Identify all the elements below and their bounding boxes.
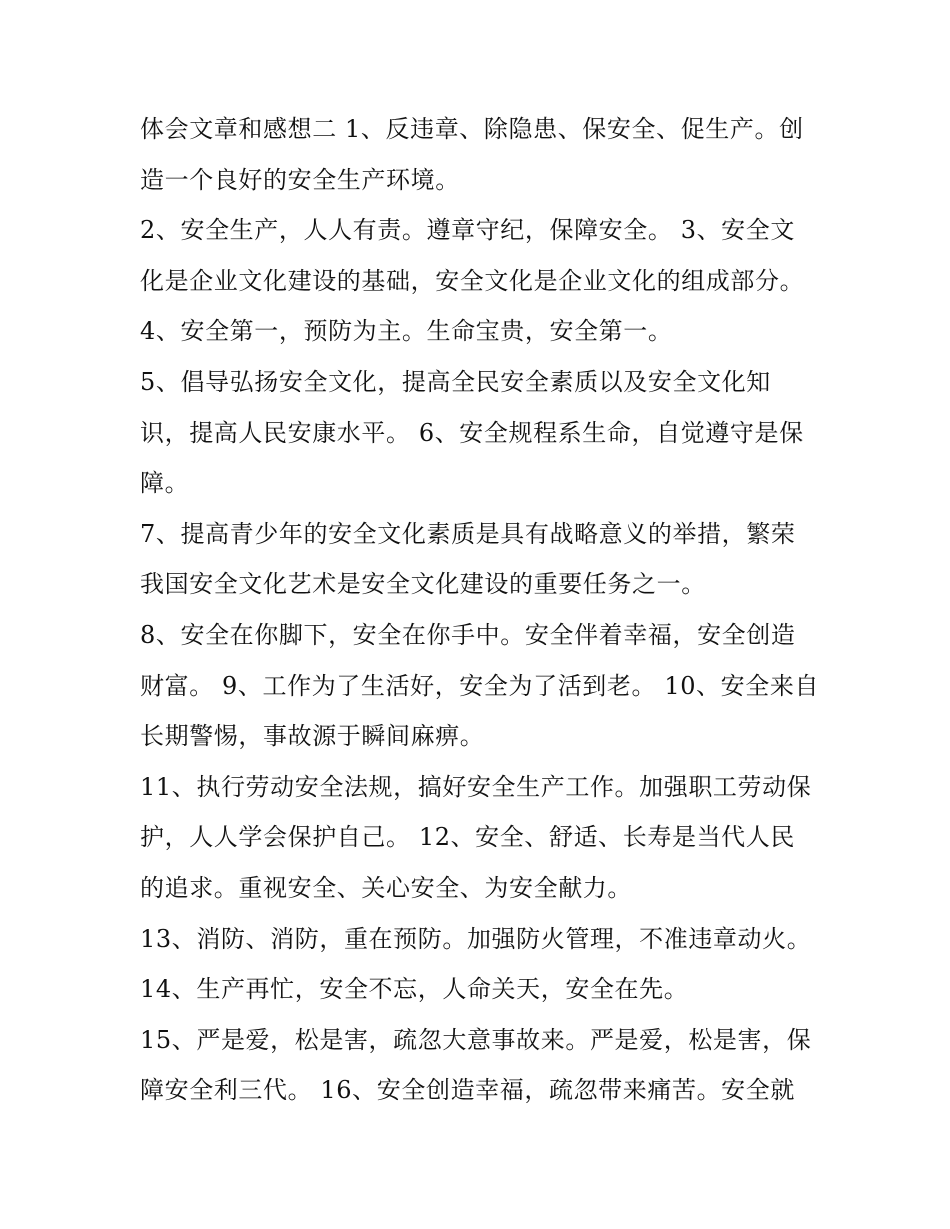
text-line: 体会文章和感想二 1、反违章、除隐患、保安全、促生产。创 xyxy=(140,115,804,143)
text-line: 化是企业文化建设的基础，安全文化是企业文化的组成部分。 xyxy=(140,266,805,295)
text-line: 识，提高人民安康水平。 6、安全规程系生命，自觉遵守是保 xyxy=(140,418,804,447)
text-line: 4、安全第一，预防为主。生命宝贵，安全第一。 xyxy=(140,317,673,346)
text-line: 障安全利三代。 16、安全创造幸福，疏忽带来痛苦。安全就 xyxy=(140,1076,795,1105)
text-line: 13、消防、消防，重在预防。加强防火管理，不准违章动火。 xyxy=(140,924,812,953)
text-line: 造一个良好的安全生产环境。 xyxy=(140,165,460,194)
text-line: 7、提高青少年的安全文化素质是具有战略意义的举措，繁荣 xyxy=(140,519,796,548)
text-line: 14、生产再忙，安全不忘，人命关天，安全在先。 xyxy=(140,975,689,1004)
text-line: 8、安全在你脚下，安全在你手中。安全伴着幸福，安全创造 xyxy=(140,620,796,649)
text-line: 的追求。重视安全、关心安全、为安全献力。 xyxy=(140,873,632,902)
text-line: 我国安全文化艺术是安全文化建设的重要任务之一。 xyxy=(140,570,706,599)
text-line: 长期警惕，事故源于瞬间麻痹。 xyxy=(140,722,485,751)
text-line: 15、严是爱，松是害，疏忽大意事故来。严是爱，松是害，保 xyxy=(140,1025,812,1054)
text-line: 5、倡导弘扬安全文化，提高全民安全素质以及安全文化知 xyxy=(140,367,771,396)
text-line: 护，人人学会保护自己。 12、安全、舒适、长寿是当代人民 xyxy=(140,823,795,852)
document-body xyxy=(140,104,820,1116)
text-line: 2、安全生产，人人有责。遵章守纪，保障安全。 3、安全文 xyxy=(140,216,795,245)
text-line: 障。 xyxy=(140,469,190,498)
text-line: 11、执行劳动安全法规，搞好安全生产工作。加强职工劳动保 xyxy=(140,772,812,801)
text-line: 财富。 9、工作为了生活好，安全为了活到老。 10、安全来自 xyxy=(140,671,820,700)
